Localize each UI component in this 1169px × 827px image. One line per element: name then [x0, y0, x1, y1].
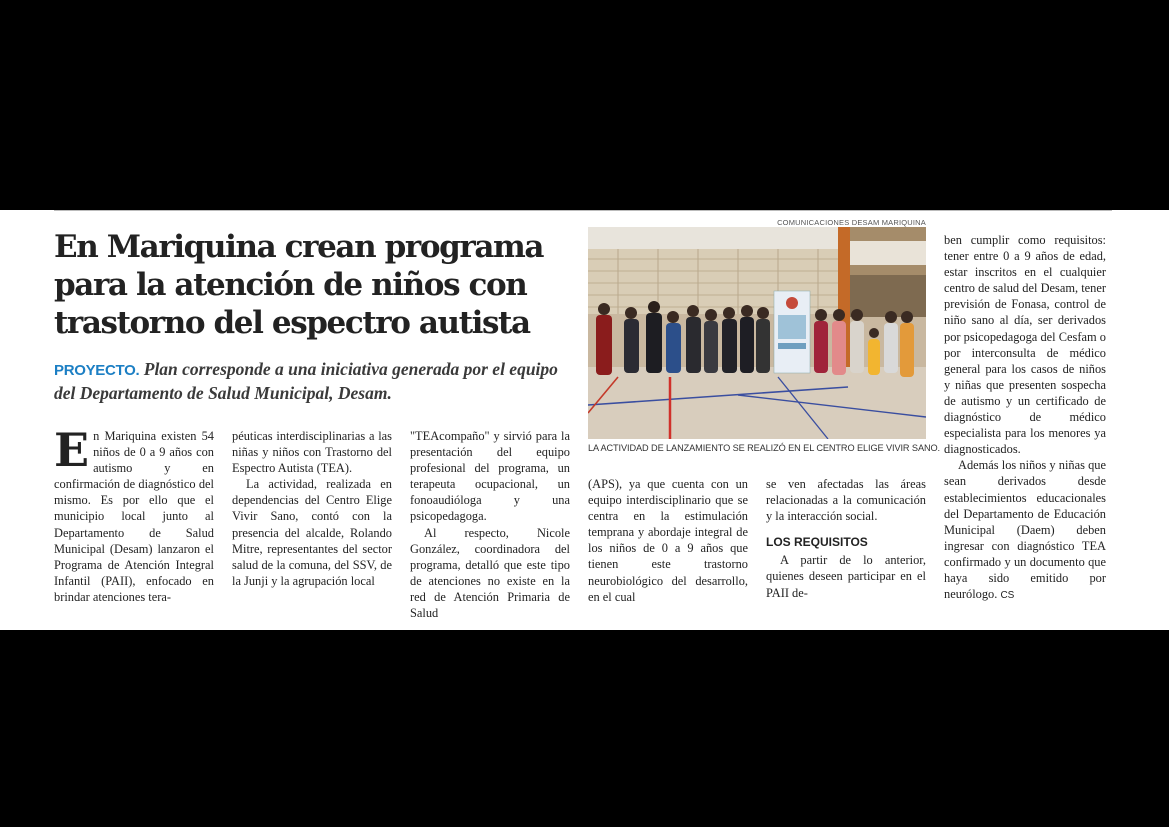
- top-rule: [54, 210, 1112, 211]
- photo-credit: COMUNICACIONES DESAM MARIQUINA: [777, 218, 926, 227]
- event-photo: [588, 227, 926, 439]
- column-3-para-2: Al respecto, Nicole González, coordinadora del programa, detalló que este tipo de atenciones no existe en la red de Atención Primaria de Salud: [410, 525, 570, 621]
- subhead-requisitos: LOS REQUISITOS: [766, 535, 868, 550]
- column-6-para-1: ben cumplir como requisitos: tener entre 0 a 9 años de edad, estar inscritos en el cualquier centro de salud del Desam, tener previsión de Fonasa, control de niño sano al día, ser derivados por psicopedagoga del Cesfam o por interconsulta de médico general para los casos de niños y niñas que presenten sospecha de autismo y un certificado de diagnóstico de médico especialista para los menores ya diagnosticados.: [944, 233, 1106, 457]
- column-2-para-1: péuticas interdisciplinarias a las niñas y niños con Trastorno del Espectro Autista (TEA).: [232, 429, 392, 476]
- column-5-para-2: A partir de lo anterior, quienes deseen participar en el PAII de-: [766, 553, 926, 600]
- column-6-para-2: [944, 457, 1106, 604]
- deck: [54, 358, 574, 405]
- column-5-para-1: se ven afectadas las áreas relacionadas a la comunicación y la interacción social.: [766, 477, 926, 524]
- deck-text: Plan corresponde a una iniciativa generada por el equipo del Departamento de Salud Municipal, Desam.: [54, 359, 558, 403]
- column-3-para-1: "TEAcompaño" y sirvió para la presentación del equipo profesional del programa, un terapeuta ocupacional, un fonoaudióloga y una psicopedagoga.: [410, 429, 570, 524]
- column-4-text: (APS), ya que cuenta con un equipo interdisciplinario que se centra en la estimulación temprana y abordaje integral de los niños de 0 a 9 años que tienen este trastorno neurobiológico del desarrollo, en el cual: [588, 477, 748, 604]
- deck-tag: PROYECTO.: [54, 362, 140, 379]
- article-column-2: [232, 428, 392, 589]
- headline: En Mariquina crean programa para la atención de niños con trastorno del espectro autista: [54, 229, 544, 341]
- end-mark: CS: [1000, 590, 1015, 602]
- article-column-4: [588, 476, 748, 605]
- column-2-para-2: La actividad, realizada en dependencias del Centro Elige Vivir Sano, contó con la presencia del alcalde, Rolando Mitre, representantes del sector salud de la comuna, del SSV, de la Junji y la agrupación local: [232, 477, 392, 588]
- article-column-6: [944, 232, 1106, 604]
- article-column-3: [410, 428, 570, 621]
- newspaper-clipping: [0, 210, 1169, 630]
- column-6-para-2-text: Además los niños y niñas que sean derivados desde establecimientos educacionales del Departamento de Educación Municipal (Daem) deben ingresar con diagnóstico TEA confirmado y un documento que haya sido emitido por neurólogo.: [944, 458, 1106, 602]
- photo-caption: LA ACTIVIDAD DE LANZAMIENTO SE REALIZÓ EN EL CENTRO ELIGE VIVIR SANO.: [588, 443, 941, 453]
- article-column-5: [766, 476, 926, 601]
- drop-cap: E: [54, 423, 90, 477]
- article-column-1: [54, 423, 214, 605]
- column-1-text: n Mariquina existen 54 niños de 0 a 9 años con autismo y en confirmación de diagnóstico del mismo. Es por ello que el municipio local junto al Departamento de Salud Municipal (Desam) lanzaron el Programa de Atención Integral Infantil (PAII), enfocado en brindar atenciones tera-: [54, 429, 214, 604]
